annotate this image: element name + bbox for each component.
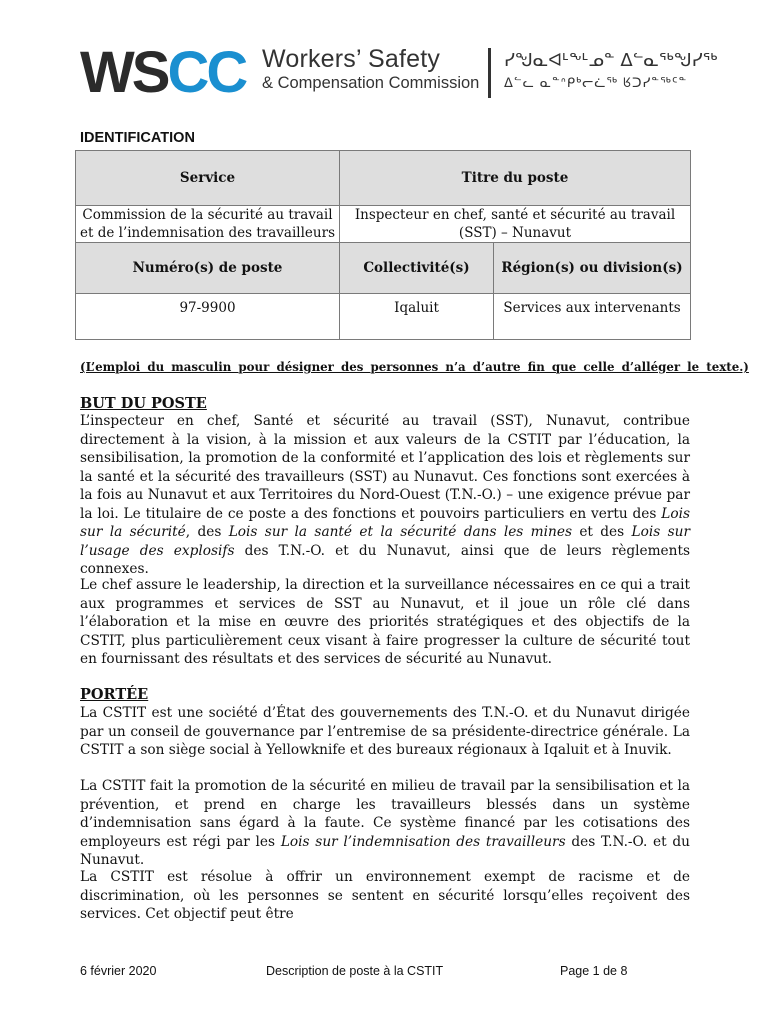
collectivite-value: Iqaluit [340, 294, 494, 340]
table-row [76, 294, 691, 340]
gender-note: (L’emploi du masculin pour désigner des personnes n’a d’autre fin que celle d’alléger le texte.) [80, 360, 749, 374]
footer-doc-title: Description de poste à la CSTIT [266, 964, 444, 978]
table-row [76, 206, 691, 243]
wscc-logo [80, 46, 250, 98]
heading-but: BUT DU POSTE [80, 395, 207, 412]
logo-divider [488, 48, 491, 98]
identification-table [75, 150, 691, 340]
col-region: Région(s) ou division(s) [494, 243, 691, 294]
titre-value: Inspecteur en chef, santé et sécurité au travail (SST) – Nunavut [340, 206, 691, 243]
service-value: Commission de la sécurité au travail et de l’indemnisation des travailleurs [76, 206, 340, 243]
col-numero: Numéro(s) de poste [76, 243, 340, 294]
logo-ws: WS [80, 46, 168, 98]
table-header-row [76, 151, 691, 206]
section-title-identification: IDENTIFICATION [80, 130, 195, 146]
logo-syllabics [504, 48, 717, 94]
col-titre: Titre du poste [340, 151, 691, 206]
region-value: Services aux intervenants [494, 294, 691, 340]
logo-cc: CC [167, 46, 246, 98]
logo-syllabics-line1: ᓯᖑᓇᐊᒻᖕᒻᓄᓐ ᐃᓪᓇᖅᖑᓯᖅ [504, 50, 718, 71]
logo-name-line2: & Compensation Commission [262, 74, 480, 92]
col-collectivite: Collectivité(s) [340, 243, 494, 294]
footer-date: 6 février 2020 [80, 964, 157, 978]
portee-paragraph-1: La CSTIT est une société d’État des gouvernements des T.N.-O. et du Nunavut dirigée par un conseil de gouvernance par l’entremise de sa présidente-directrice générale. La CSTIT a son siège social à Yellowknife et des bureaux régionaux à Iqaluit et à Inuvik. [80, 705, 690, 758]
logo-name-line1: Workers’ Safety [262, 45, 441, 73]
logo-name [262, 46, 479, 93]
page-header [80, 40, 718, 100]
but-paragraph-1: L’inspecteur en chef, Santé et sécurité au travail (SST), Nunavut, contribue directement à la vision, à la mission et aux valeurs de la CSTIT par l’éducation, la sensibilisation, la promotion de la conformité et l’application des lois et règlements sur la santé et la sécurité des travailleurs (SST) au Nunavut. Ces fonctions sont exercées à la fois au Nunavut et aux Territoires du Nord-Ouest (T.N.-O.) – une exigence prévue par la loi. Le titulaire de ce poste a des fonctions et pouvoirs particuliers en vertu des Lois sur la sécurité, des Lois sur la santé et la sécurité dans les mines et des Lois sur l’usage des explosifs des T.N.-O. et du Nunavut, ainsi que de leurs règlements connexes. [80, 413, 691, 577]
col-service: Service [76, 151, 340, 206]
portee-paragraph-2: La CSTIT fait la promotion de la sécurité en milieu de travail par la sensibilisation et la prévention, et prend en charge les travailleurs blessés dans un système d’indemnisation sans égard à la faute. Ce système financé par les cotisations des employeurs est régi par les Lois sur l’indemnisation des travailleurs des T.N.-O. et du Nunavut. [80, 778, 690, 868]
portee-paragraph-3: La CSTIT est résolue à offrir un environnement exempt de racisme et de discrimination, où les personnes se sentent en sécurité lorsqu’elles reçoivent des services. Cet objectif peut être [80, 869, 690, 922]
but-paragraph-2: Le chef assure le leadership, la direction et la surveillance nécessaires en ce qui a trait aux programmes et services de SST au Nunavut, et il joue un rôle clé dans l’élaboration et la mise en œuvre des priorités stratégiques et des objectifs de la CSTIT, plus particulièrement ceux visant à faire progresser la culture de sécurité tout en fournissant des résultats et des services de sécurité au Nunavut. [80, 577, 690, 667]
table-header-row [76, 243, 691, 294]
svg-text:WSCC [80, 46, 247, 98]
logo-syllabics-line2: ᐃᓪᓚ ᓇᓐᐢᑭᒃᓕᓛᖅ ᖉᑐᓯᓐᖅᑦᓐ [504, 76, 688, 91]
numero-value: 97-9900 [76, 294, 340, 340]
heading-portee: PORTÉE [80, 686, 149, 703]
footer-page: Page 1 de 8 [560, 964, 628, 978]
